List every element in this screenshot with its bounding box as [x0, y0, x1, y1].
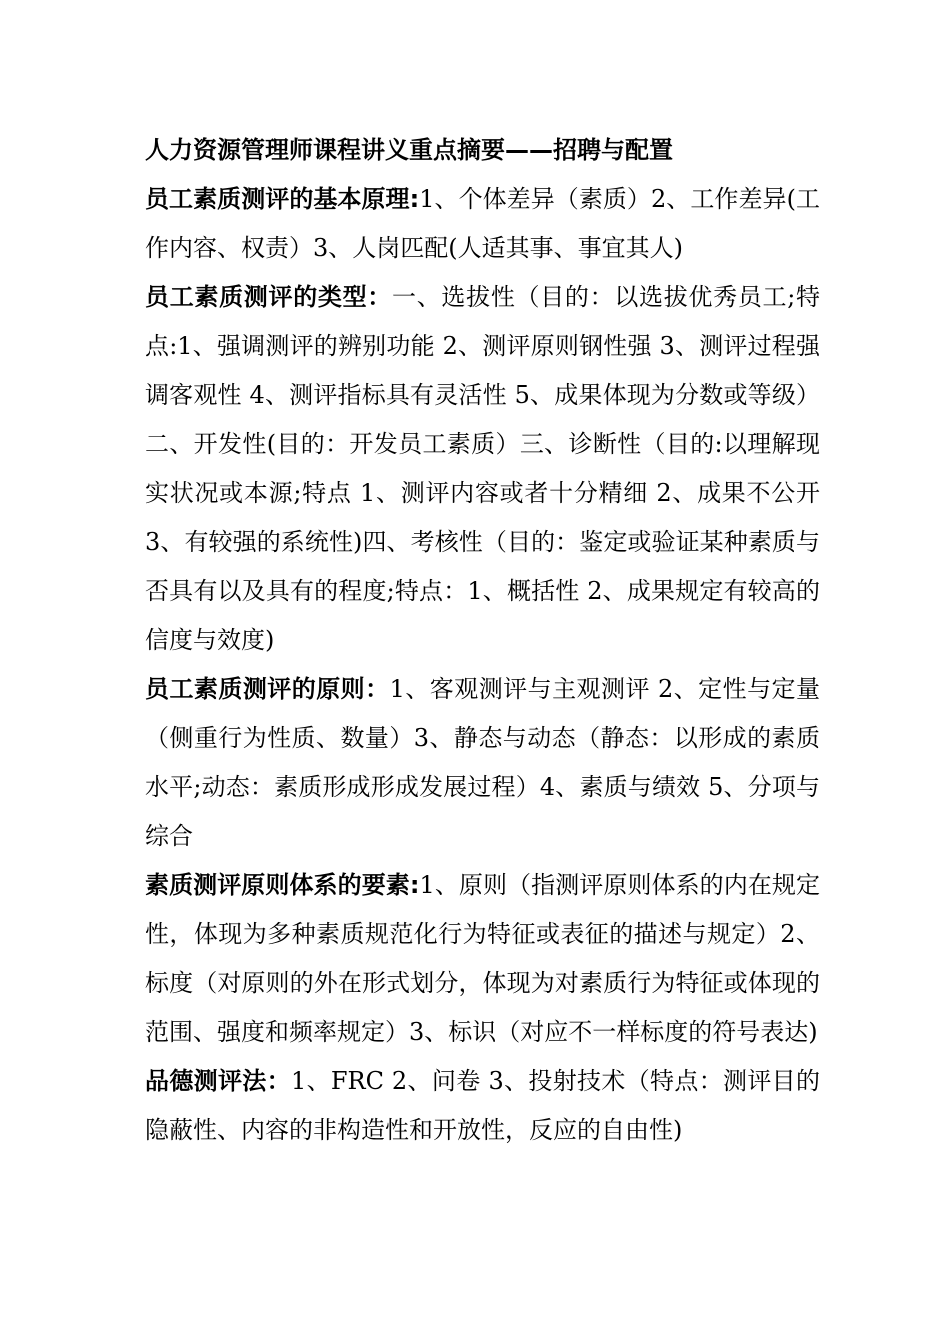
section-heading: 员工素质测评的基本原理:: [145, 185, 420, 213]
section-system-elements: [145, 861, 820, 1057]
section-body: 1、FRC 2、问卷 3、投射技术（特点：测评目的隐蔽性、内容的非构造性和开放性，反应的自由性): [145, 1067, 820, 1144]
section-body: 1、个体差异（素质）2、工作差异(工作内容、权责）3、人岗匹配(人适其事、事宜其人): [145, 185, 820, 262]
section-body: 1、原则（指测评原则体系的内在规定性，体现为多种素质规范化行为特征或表征的描述与规定）2、标度（对原则的外在形式划分，体现为对素质行为特征或体现的范围、强度和频率规定）3、标识（对应不一样标度的符号表达): [145, 871, 820, 1046]
section-body: 一、选拔性（目的：以选拔优秀员工;特点:1、强调测评的辨别功能 2、测评原则钢性强 3、测评过程强调客观性 4、测评指标具有灵活性 5、成果体现为分数或等级）二、开发性(目的：开发员工素质）三、诊断性（目的:以理解现实状况或本源;特点 1、测评内容或者十分精细 2、成果不公开 3、有较强的系统性)四、考核性（目的：鉴定或验证某种素质与否具有以及具有的程度;特点：1、概括性 2、成果规定有较高的信度与效度): [145, 283, 821, 654]
section-basic-principles: [145, 175, 820, 273]
section-types: [145, 273, 820, 665]
section-moral-assessment: [145, 1057, 820, 1155]
section-heading: 员工素质测评的类型：: [145, 283, 393, 311]
section-principles: [145, 665, 820, 861]
section-heading: 素质测评原则体系的要素:: [145, 871, 420, 899]
document-title: 人力资源管理师课程讲义重点摘要——招聘与配置: [145, 136, 673, 164]
section-heading: 员工素质测评的原则：: [145, 675, 390, 703]
section-heading: 品德测评法：: [145, 1067, 291, 1095]
section-body: 1、客观测评与主观测评 2、定性与定量（侧重行为性质、数量）3、静态与动态（静态：以形成的素质水平;动态：素质形成形成发展过程）4、素质与绩效 5、分项与综合: [145, 675, 821, 850]
document-page: [145, 126, 820, 1155]
